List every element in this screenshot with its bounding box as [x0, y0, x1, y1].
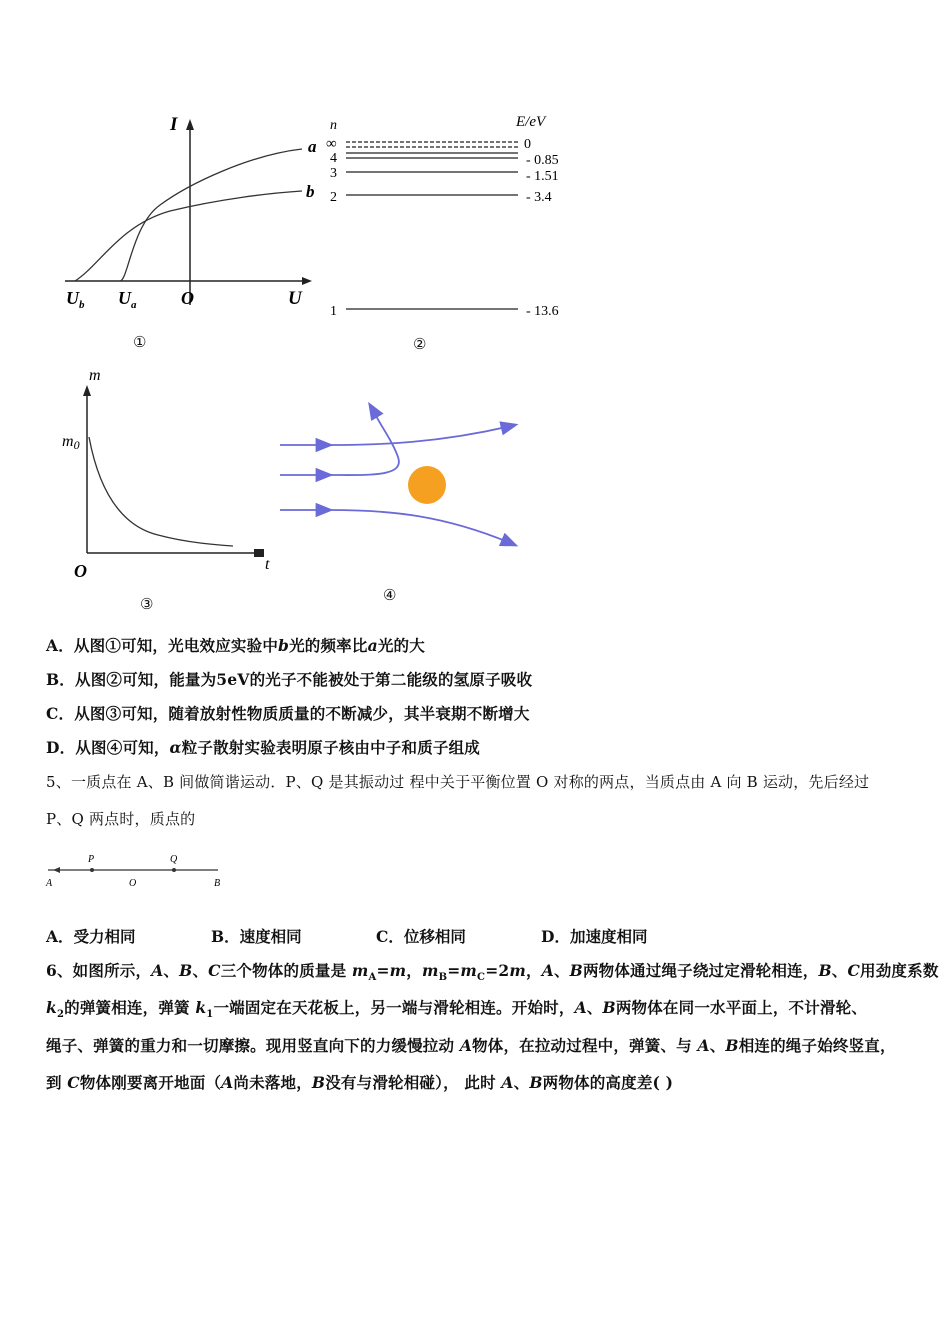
path-backscatter [330, 410, 399, 475]
n-header: n [330, 118, 337, 133]
axis-i-label: I [170, 114, 178, 135]
curve-b [75, 191, 302, 281]
path-deflected-up [330, 425, 515, 445]
q6-line1: 6、如图所示，A、B、C三个物体的质量是 $m_A=m$，$m_B=m_C=2m$，A、B两物体通过绳子绕过定滑轮相连，B、C用劲度系数 [46, 961, 939, 984]
e-4: - 0.85 [526, 153, 559, 168]
figure-photoelectric-curves [50, 105, 330, 320]
energy-header: E/eV [516, 114, 546, 130]
ub-label: $U_b$ [66, 288, 85, 311]
curve-b-label: b [306, 182, 315, 201]
m0-label: m0 [62, 433, 80, 452]
curve-a [120, 149, 302, 281]
figure-4-caption: ④ [383, 586, 397, 604]
q5-option-a: A．受力相同 [46, 927, 136, 946]
axis-t-label: t [265, 556, 270, 573]
axis-u-label: U [288, 288, 302, 309]
e-2: - 3.4 [526, 190, 552, 205]
curve-a-label: a [308, 137, 317, 156]
q6-line3: 绳子、弹簧的重力和一切摩擦。现用竖直向下的力缓慢拉动 A物体，在拉动过程中，弹簧、与 A、B相连的绳子始终竖直， [46, 1036, 896, 1055]
figure-energy-levels [318, 105, 588, 325]
n-2: 2 [330, 190, 337, 205]
scattering-diagram [270, 395, 530, 560]
ua-label: $U_a$ [118, 288, 137, 311]
q4-option-d: D．从图④可知，α粒子散射实验表明原子核由中子和质子组成 [46, 738, 480, 757]
axis-m-label: m [89, 367, 101, 384]
label-o: O [129, 878, 137, 889]
figure-decay-curve [58, 365, 283, 585]
e-inf: 0 [524, 137, 531, 152]
nucleus [408, 466, 446, 504]
path-deflected-down [330, 510, 515, 545]
n-inf: ∞ [326, 136, 337, 152]
q5-option-c: C．位移相同 [376, 927, 466, 946]
q4-option-c: C．从图③可知，随着放射性物质质量的不断减少，其半衰期不断增大 [46, 704, 530, 723]
e-1: - 13.6 [526, 304, 559, 319]
photoelectric-graph [50, 105, 330, 320]
q5-stem-line1: 5、一质点在 A、B 间做简谐运动．P、Q 是其振动过 程中关于平衡位置 O 对称的两点，当质点由 A 向 B 运动，先后经过 [46, 773, 870, 791]
energy-level-diagram [318, 105, 588, 325]
figure-2-caption: ② [413, 335, 427, 353]
e-3: - 1.51 [526, 169, 559, 184]
figure-1-caption: ① [133, 333, 147, 351]
label-a: A [46, 878, 53, 889]
n-3: 3 [330, 166, 337, 181]
origin-label: O [181, 288, 194, 308]
figure-shm-axis [44, 848, 229, 890]
decay-graph [58, 365, 283, 585]
label-q: Q [170, 854, 178, 865]
label-p: P [88, 854, 95, 865]
q4-option-b: B．从图②可知，能量为5eV的光子不能被处于第二能级的氢原子吸收 [46, 670, 533, 689]
q5-option-d: D．加速度相同 [541, 927, 648, 946]
q6-line2: $k_2$的弹簧相连，弹簧 $k_1$一端固定在天花板上，另一端与滑轮相连。开始时，A、B两物体在同一水平面上，不计滑轮、 [46, 998, 868, 1021]
n-1: 1 [330, 304, 337, 319]
q4-option-a: A．从图①可知，光电效应实验中b光的频率比a光的大 [46, 636, 425, 655]
decay-curve [89, 437, 233, 546]
figure-3-caption: ③ [140, 595, 154, 613]
origin-label: O [74, 561, 87, 581]
q5-option-b: B．速度相同 [211, 927, 302, 946]
n-4: 4 [330, 151, 337, 166]
label-b: B [214, 878, 221, 889]
shm-line [44, 848, 229, 890]
figure-alpha-scattering [270, 395, 530, 560]
q6-line4: 到 C物体刚要离开地面（A尚未落地，B没有与滑轮相碰）， 此时 A、B两物体的高度差( ) [46, 1073, 674, 1092]
q5-stem-line2: P、Q 两点时，质点的 [46, 810, 196, 828]
